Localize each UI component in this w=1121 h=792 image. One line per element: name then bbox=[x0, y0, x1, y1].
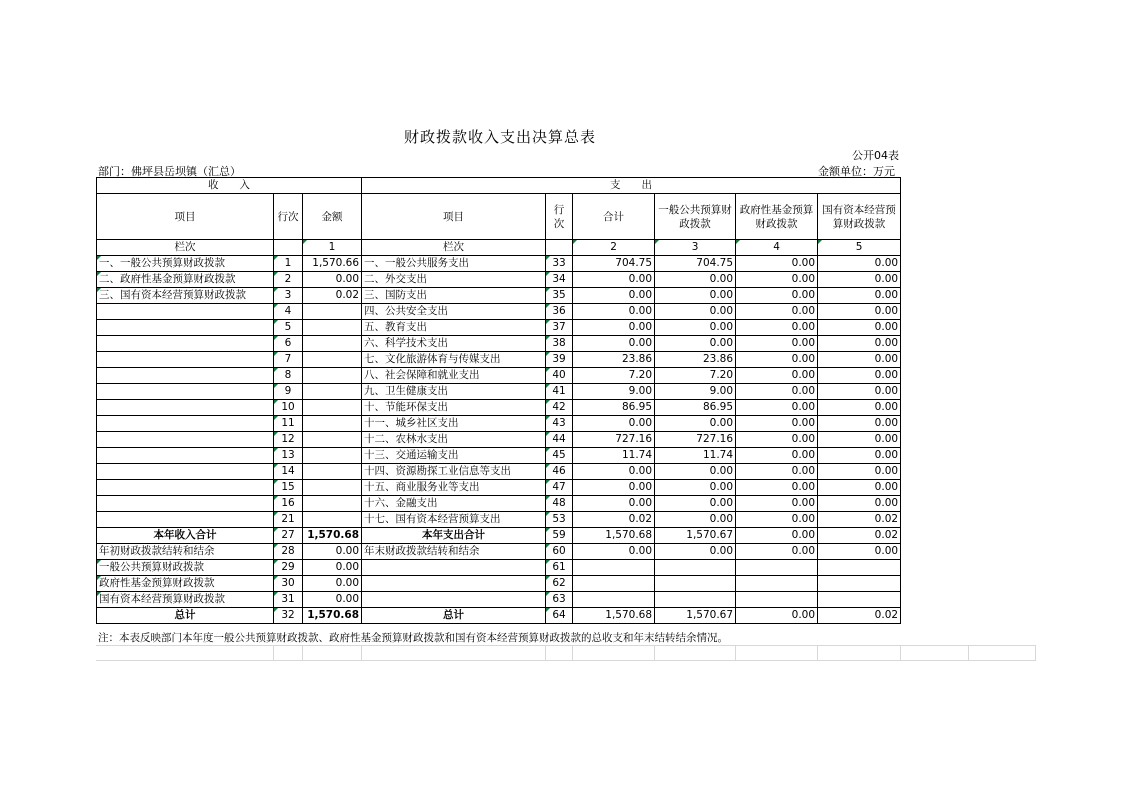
state-capital-value: 0.00 bbox=[818, 400, 901, 416]
general-budget-value: 0.00 bbox=[655, 496, 736, 512]
income-item bbox=[97, 304, 274, 320]
income-item: 本年收入合计 bbox=[97, 528, 274, 544]
income-line: 12 bbox=[274, 432, 303, 448]
expense-line: 53 bbox=[546, 512, 573, 528]
fund-budget-value: 0.00 bbox=[736, 416, 818, 432]
total-value: 0.00 bbox=[573, 272, 655, 288]
general-budget-value: 0.00 bbox=[655, 288, 736, 304]
general-budget-header: 一般公共预算财政拨款 bbox=[655, 194, 736, 240]
expense-line: 42 bbox=[546, 400, 573, 416]
expense-item: 五、教育支出 bbox=[362, 320, 546, 336]
income-line: 9 bbox=[274, 384, 303, 400]
table-row bbox=[97, 432, 901, 448]
total-value: 9.00 bbox=[573, 384, 655, 400]
income-amount bbox=[303, 496, 362, 512]
income-amount: 0.00 bbox=[303, 544, 362, 560]
income-item bbox=[97, 336, 274, 352]
total-value: 1,570.68 bbox=[573, 528, 655, 544]
income-item bbox=[97, 432, 274, 448]
income-amount: 1,570.66 bbox=[303, 256, 362, 272]
income-item bbox=[97, 400, 274, 416]
expense-item: 四、公共安全支出 bbox=[362, 304, 546, 320]
table-row bbox=[97, 336, 901, 352]
table-row bbox=[97, 256, 901, 272]
table-row bbox=[97, 448, 901, 464]
income-item bbox=[97, 512, 274, 528]
fund-budget-value bbox=[736, 560, 818, 576]
total-value: 727.16 bbox=[573, 432, 655, 448]
state-capital-value: 0.00 bbox=[818, 384, 901, 400]
column-number-row bbox=[97, 240, 901, 256]
expense-line: 62 bbox=[546, 576, 573, 592]
total-value: 0.00 bbox=[573, 464, 655, 480]
state-capital-value: 0.02 bbox=[818, 608, 901, 624]
expense-line-header: 行次 bbox=[546, 194, 573, 240]
income-amount: 0.00 bbox=[303, 576, 362, 592]
income-line: 3 bbox=[274, 288, 303, 304]
expense-item: 一、一般公共服务支出 bbox=[362, 256, 546, 272]
income-amount bbox=[303, 352, 362, 368]
fund-budget-value: 0.00 bbox=[736, 288, 818, 304]
income-line: 4 bbox=[274, 304, 303, 320]
total-value: 11.74 bbox=[573, 448, 655, 464]
general-budget-value: 86.95 bbox=[655, 400, 736, 416]
general-budget-value: 0.00 bbox=[655, 512, 736, 528]
total-value: 86.95 bbox=[573, 400, 655, 416]
col-number-4: 4 bbox=[736, 240, 818, 256]
income-item bbox=[97, 416, 274, 432]
fund-budget-value: 0.00 bbox=[736, 336, 818, 352]
expense-item: 九、卫生健康支出 bbox=[362, 384, 546, 400]
page-title: 财政拨款收入支出决算总表 bbox=[403, 128, 596, 146]
fund-budget-value: 0.00 bbox=[736, 512, 818, 528]
total-value: 0.00 bbox=[573, 480, 655, 496]
total-value: 0.00 bbox=[573, 288, 655, 304]
total-value: 1,570.68 bbox=[573, 608, 655, 624]
table-row bbox=[97, 512, 901, 528]
fund-budget-value: 0.00 bbox=[736, 304, 818, 320]
general-budget-value: 727.16 bbox=[655, 432, 736, 448]
amount-unit-label: 金额单位：万元 bbox=[818, 165, 895, 178]
table-row bbox=[97, 320, 901, 336]
expense-item bbox=[362, 576, 546, 592]
income-line: 7 bbox=[274, 352, 303, 368]
income-amount bbox=[303, 304, 362, 320]
col-label-expense: 栏次 bbox=[362, 240, 546, 256]
income-amount bbox=[303, 512, 362, 528]
total-value bbox=[573, 560, 655, 576]
expense-item: 十三、交通运输支出 bbox=[362, 448, 546, 464]
state-capital-value: 0.00 bbox=[818, 368, 901, 384]
fund-budget-value: 0.00 bbox=[736, 400, 818, 416]
expense-section-header: 支 出 bbox=[362, 178, 901, 194]
general-budget-value: 0.00 bbox=[655, 336, 736, 352]
income-amount bbox=[303, 464, 362, 480]
table-row bbox=[97, 272, 901, 288]
year-total-row bbox=[97, 528, 901, 544]
sub-row bbox=[97, 560, 901, 576]
general-budget-value bbox=[655, 576, 736, 592]
income-line: 8 bbox=[274, 368, 303, 384]
expense-item: 二、外交支出 bbox=[362, 272, 546, 288]
table-row bbox=[97, 464, 901, 480]
fund-budget-value: 0.00 bbox=[736, 544, 818, 560]
general-budget-value: 704.75 bbox=[655, 256, 736, 272]
expense-item: 十六、金融支出 bbox=[362, 496, 546, 512]
col-number-3: 3 bbox=[655, 240, 736, 256]
income-line: 2 bbox=[274, 272, 303, 288]
table-row bbox=[97, 288, 901, 304]
general-budget-value: 0.00 bbox=[655, 320, 736, 336]
total-value: 704.75 bbox=[573, 256, 655, 272]
general-budget-value: 7.20 bbox=[655, 368, 736, 384]
expense-line: 34 bbox=[546, 272, 573, 288]
expense-item: 总计 bbox=[362, 608, 546, 624]
table-row bbox=[97, 480, 901, 496]
income-line: 29 bbox=[274, 560, 303, 576]
general-budget-value: 0.00 bbox=[655, 464, 736, 480]
total-value: 0.00 bbox=[573, 320, 655, 336]
expense-line: 38 bbox=[546, 336, 573, 352]
state-capital-header: 国有资本经营预算财政拨款 bbox=[818, 194, 901, 240]
state-capital-value: 0.02 bbox=[818, 528, 901, 544]
expense-line: 63 bbox=[546, 592, 573, 608]
income-item bbox=[97, 368, 274, 384]
expense-item: 十七、国有资本经营预算支出 bbox=[362, 512, 546, 528]
expense-item-header: 项目 bbox=[362, 194, 546, 240]
state-capital-value: 0.00 bbox=[818, 448, 901, 464]
department-label: 部门：佛坪县岳坝镇（汇总） bbox=[98, 165, 241, 178]
fund-budget-value bbox=[736, 576, 818, 592]
income-item bbox=[97, 480, 274, 496]
income-line: 13 bbox=[274, 448, 303, 464]
income-line: 28 bbox=[274, 544, 303, 560]
state-capital-value: 0.00 bbox=[818, 432, 901, 448]
income-amount: 0.00 bbox=[303, 592, 362, 608]
fund-budget-value: 0.00 bbox=[736, 480, 818, 496]
income-line-header: 行次 bbox=[274, 194, 303, 240]
total-value: 0.00 bbox=[573, 496, 655, 512]
fund-budget-value bbox=[736, 592, 818, 608]
state-capital-value: 0.00 bbox=[818, 352, 901, 368]
income-line: 31 bbox=[274, 592, 303, 608]
fund-budget-value: 0.00 bbox=[736, 464, 818, 480]
general-budget-value bbox=[655, 592, 736, 608]
fund-budget-header: 政府性基金预算财政拨款 bbox=[736, 194, 818, 240]
total-value: 0.00 bbox=[573, 544, 655, 560]
state-capital-value: 0.00 bbox=[818, 464, 901, 480]
state-capital-value bbox=[818, 560, 901, 576]
state-capital-value: 0.00 bbox=[818, 496, 901, 512]
fund-budget-value: 0.00 bbox=[736, 528, 818, 544]
expense-item: 八、社会保障和就业支出 bbox=[362, 368, 546, 384]
expense-line: 47 bbox=[546, 480, 573, 496]
expense-item: 本年支出合计 bbox=[362, 528, 546, 544]
income-line: 32 bbox=[274, 608, 303, 624]
fund-budget-value: 0.00 bbox=[736, 432, 818, 448]
expense-line: 60 bbox=[546, 544, 573, 560]
expense-line: 39 bbox=[546, 352, 573, 368]
expense-item: 七、文化旅游体育与传媒支出 bbox=[362, 352, 546, 368]
income-amount bbox=[303, 320, 362, 336]
expense-item: 十二、农林水支出 bbox=[362, 432, 546, 448]
expense-line: 41 bbox=[546, 384, 573, 400]
total-value: 0.00 bbox=[573, 416, 655, 432]
income-item-header: 项目 bbox=[97, 194, 274, 240]
state-capital-value: 0.00 bbox=[818, 480, 901, 496]
general-budget-value bbox=[655, 560, 736, 576]
income-item: 三、国有资本经营预算财政拨款 bbox=[97, 288, 274, 304]
total-value bbox=[573, 576, 655, 592]
col-number-1: 1 bbox=[303, 240, 362, 256]
income-line: 11 bbox=[274, 416, 303, 432]
table-row bbox=[97, 416, 901, 432]
state-capital-value bbox=[818, 576, 901, 592]
general-budget-value: 23.86 bbox=[655, 352, 736, 368]
col-number-2: 2 bbox=[573, 240, 655, 256]
expense-item: 十五、商业服务业等支出 bbox=[362, 480, 546, 496]
state-capital-value: 0.00 bbox=[818, 304, 901, 320]
general-budget-value: 9.00 bbox=[655, 384, 736, 400]
sub-row bbox=[97, 576, 901, 592]
income-amount bbox=[303, 336, 362, 352]
expense-line: 59 bbox=[546, 528, 573, 544]
fund-budget-value: 0.00 bbox=[736, 320, 818, 336]
table-row bbox=[97, 400, 901, 416]
expense-item: 十四、资源勘探工业信息等支出 bbox=[362, 464, 546, 480]
col-label-income: 栏次 bbox=[97, 240, 274, 256]
total-value: 7.20 bbox=[573, 368, 655, 384]
sheet-gridline bbox=[96, 645, 1036, 661]
total-value: 0.00 bbox=[573, 336, 655, 352]
col-number-5: 5 bbox=[818, 240, 901, 256]
sub-row bbox=[97, 592, 901, 608]
budget-summary-table bbox=[96, 177, 901, 624]
fund-budget-value: 0.00 bbox=[736, 352, 818, 368]
income-line: 16 bbox=[274, 496, 303, 512]
expense-line: 44 bbox=[546, 432, 573, 448]
expense-line: 61 bbox=[546, 560, 573, 576]
col-blank bbox=[546, 240, 573, 256]
income-item: 政府性基金预算财政拨款 bbox=[97, 576, 274, 592]
total-value bbox=[573, 592, 655, 608]
income-amount bbox=[303, 400, 362, 416]
general-budget-value: 0.00 bbox=[655, 272, 736, 288]
income-item: 国有资本经营预算财政拨款 bbox=[97, 592, 274, 608]
table-row bbox=[97, 304, 901, 320]
state-capital-value: 0.00 bbox=[818, 320, 901, 336]
total-header: 合计 bbox=[573, 194, 655, 240]
state-capital-value: 0.02 bbox=[818, 512, 901, 528]
income-line: 30 bbox=[274, 576, 303, 592]
expense-line: 64 bbox=[546, 608, 573, 624]
expense-line: 36 bbox=[546, 304, 573, 320]
table-row bbox=[97, 352, 901, 368]
expense-line: 40 bbox=[546, 368, 573, 384]
general-budget-value: 1,570.67 bbox=[655, 608, 736, 624]
income-amount bbox=[303, 416, 362, 432]
income-line: 1 bbox=[274, 256, 303, 272]
income-item: 年初财政拨款结转和结余 bbox=[97, 544, 274, 560]
income-line: 21 bbox=[274, 512, 303, 528]
state-capital-value: 0.00 bbox=[818, 272, 901, 288]
income-item bbox=[97, 496, 274, 512]
section-header-row bbox=[97, 178, 901, 194]
expense-line: 46 bbox=[546, 464, 573, 480]
table-row bbox=[97, 384, 901, 400]
income-line: 5 bbox=[274, 320, 303, 336]
income-amount bbox=[303, 432, 362, 448]
fund-budget-value: 0.00 bbox=[736, 272, 818, 288]
total-value: 0.00 bbox=[573, 304, 655, 320]
col-blank bbox=[274, 240, 303, 256]
income-line: 27 bbox=[274, 528, 303, 544]
expense-line: 48 bbox=[546, 496, 573, 512]
income-section-header: 收 入 bbox=[97, 178, 362, 194]
income-item bbox=[97, 448, 274, 464]
fund-budget-value: 0.00 bbox=[736, 256, 818, 272]
income-amount bbox=[303, 384, 362, 400]
table-row bbox=[97, 368, 901, 384]
income-item bbox=[97, 320, 274, 336]
income-amount: 1,570.68 bbox=[303, 608, 362, 624]
state-capital-value bbox=[818, 592, 901, 608]
income-item: 一般公共预算财政拨款 bbox=[97, 560, 274, 576]
income-amount bbox=[303, 368, 362, 384]
income-line: 10 bbox=[274, 400, 303, 416]
general-budget-value: 1,570.67 bbox=[655, 528, 736, 544]
income-item bbox=[97, 352, 274, 368]
income-line: 6 bbox=[274, 336, 303, 352]
general-budget-value: 0.00 bbox=[655, 304, 736, 320]
income-line: 15 bbox=[274, 480, 303, 496]
state-capital-value: 0.00 bbox=[818, 416, 901, 432]
income-line: 14 bbox=[274, 464, 303, 480]
expense-line: 43 bbox=[546, 416, 573, 432]
expense-line: 45 bbox=[546, 448, 573, 464]
income-item: 二、政府性基金预算财政拨款 bbox=[97, 272, 274, 288]
fund-budget-value: 0.00 bbox=[736, 448, 818, 464]
table-row bbox=[97, 496, 901, 512]
income-item: 总计 bbox=[97, 608, 274, 624]
income-item: 一、一般公共预算财政拨款 bbox=[97, 256, 274, 272]
income-item bbox=[97, 384, 274, 400]
income-amount: 0.00 bbox=[303, 272, 362, 288]
general-budget-value: 0.00 bbox=[655, 544, 736, 560]
carryover-row bbox=[97, 544, 901, 560]
state-capital-value: 0.00 bbox=[818, 256, 901, 272]
grand-total-row bbox=[97, 608, 901, 624]
general-budget-value: 0.00 bbox=[655, 480, 736, 496]
expense-item bbox=[362, 592, 546, 608]
expense-line: 37 bbox=[546, 320, 573, 336]
table-note: 注：本表反映部门本年度一般公共预算财政拨款、政府性基金预算财政拨款和国有资本经营预算财政拨款的总收支和年末结转结余情况。 bbox=[98, 632, 728, 644]
fund-budget-value: 0.00 bbox=[736, 368, 818, 384]
state-capital-value: 0.00 bbox=[818, 288, 901, 304]
expense-item: 十一、城乡社区支出 bbox=[362, 416, 546, 432]
fund-budget-value: 0.00 bbox=[736, 384, 818, 400]
state-capital-value: 0.00 bbox=[818, 336, 901, 352]
income-amount-header: 金额 bbox=[303, 194, 362, 240]
state-capital-value: 0.00 bbox=[818, 544, 901, 560]
expense-item: 年末财政拨款结转和结余 bbox=[362, 544, 546, 560]
income-amount: 0.02 bbox=[303, 288, 362, 304]
fund-budget-value: 0.00 bbox=[736, 496, 818, 512]
income-amount bbox=[303, 448, 362, 464]
total-value: 23.86 bbox=[573, 352, 655, 368]
expense-item: 六、科学技术支出 bbox=[362, 336, 546, 352]
expense-item: 三、国防支出 bbox=[362, 288, 546, 304]
expense-line: 35 bbox=[546, 288, 573, 304]
general-budget-value: 11.74 bbox=[655, 448, 736, 464]
income-amount bbox=[303, 480, 362, 496]
form-number: 公开04表 bbox=[852, 149, 899, 162]
general-budget-value: 0.00 bbox=[655, 416, 736, 432]
total-value: 0.02 bbox=[573, 512, 655, 528]
expense-line: 33 bbox=[546, 256, 573, 272]
expense-item: 十、节能环保支出 bbox=[362, 400, 546, 416]
expense-item bbox=[362, 560, 546, 576]
fund-budget-value: 0.00 bbox=[736, 608, 818, 624]
column-header-row bbox=[97, 194, 901, 240]
income-amount: 0.00 bbox=[303, 560, 362, 576]
income-item bbox=[97, 464, 274, 480]
income-amount: 1,570.68 bbox=[303, 528, 362, 544]
